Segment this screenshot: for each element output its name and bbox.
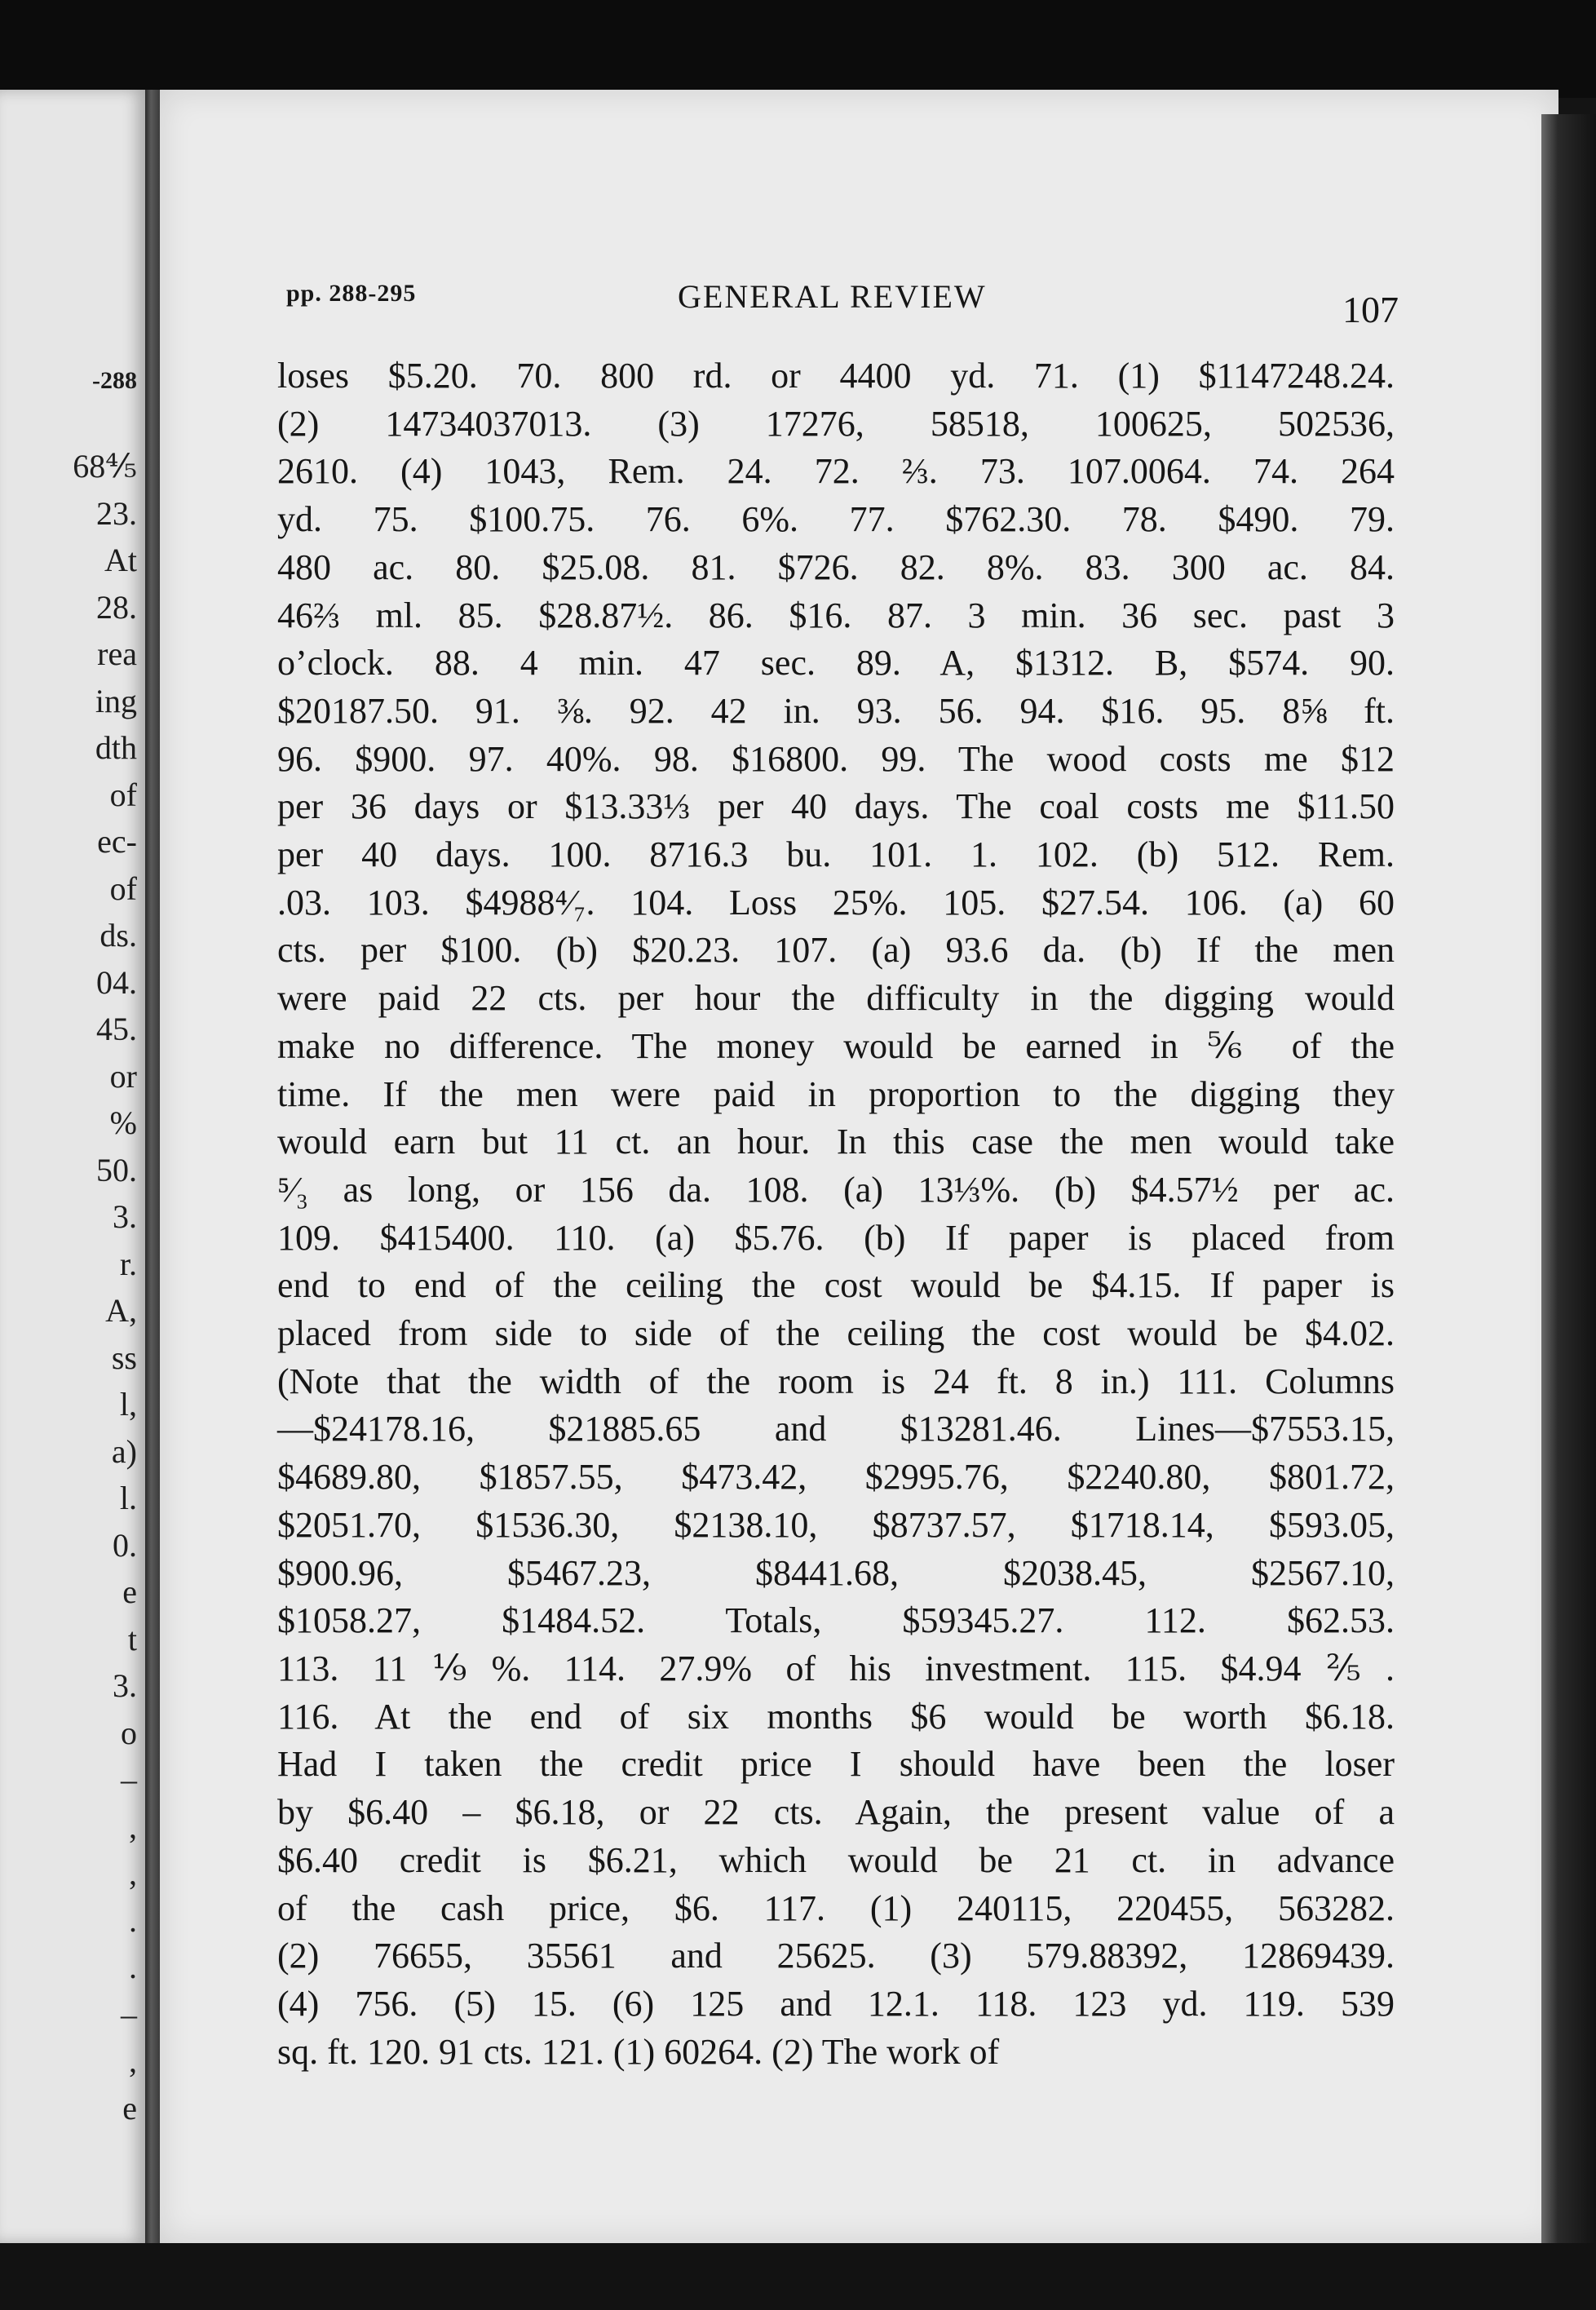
facing-page-edge [0,90,150,2243]
facing-page-fragment: e [122,2089,137,2126]
facing-page-fragment: or [109,1057,137,1095]
text-line: 113. 11⅑%. 114. 27.9% of his investment. 115. $4.94⅖. [277,1648,1395,1688]
text-line: 2610. (4) 1043, Rem. 24. 72. ⅔. 73. 107.0064. 74. 264 [277,451,1395,492]
facing-page-fragment: dth [95,729,137,766]
facing-page-fragment: 0. [113,1526,137,1564]
facing-page-fragment: 3. [113,1198,137,1235]
text-line: .03. 103. $4988⁴⁄₇. 104. Loss 25%. 105. $27.54. 106. (a) 60 [277,882,1395,923]
facing-page-fragment: 50. [96,1151,137,1188]
text-line: o’clock. 88. 4 min. 47 sec. 89. A, $1312. B, $574. 90. [277,643,1395,684]
text-line: sq. ft. 120. 91 cts. 121. (1) 60264. (2) The work of [277,2031,1000,2072]
book-gutter [145,90,160,2243]
text-line: $6.40 credit is $6.21, which would be 21 ct. in advance [277,1839,1395,1880]
text-line: $20187.50. 91. ⅜. 92. 42 in. 93. 56. 94. $16. 95. 8⅝ ft. [277,690,1395,731]
text-line: make no difference. The money would be earned in ⅚ of the [277,1025,1395,1066]
text-line: —$24178.16, $21885.65 and $13281.46. Lines—$7553.15, [277,1409,1395,1449]
facing-page-fragment: % [109,1104,137,1141]
facing-page-fragment: t [127,1620,137,1657]
text-line: were paid 22 cts. per hour the difficulty in the digging would [277,978,1395,1019]
text-line: cts. per $100. (b) $20.23. 107. (a) 93.6 da. (b) If the men [277,930,1395,971]
answer-text-block [277,352,1395,2076]
text-line: $1058.27, $1484.52. Totals, $59345.27. 112. $62.53. [277,1600,1395,1641]
facing-page-fragment: At [104,542,137,578]
facing-page-fragment: A, [105,1292,137,1329]
facing-page-fragment: of [109,870,137,907]
text-line: (Note that the width of the room is 24 ft. 8 in.) 111. Columns [277,1361,1395,1401]
facing-page-fragment: – [121,1995,137,2033]
facing-page-fragment: , [129,1855,137,1892]
text-line: loses $5.20. 70. 800 rd. or 4400 yd. 71. (1) $1147248.24. [277,356,1395,396]
facing-page-fragment: 23. [96,494,137,532]
facing-page-fragment: . [129,1949,137,1985]
facing-page-text-fragments [73,273,137,2131]
text-line: (4) 756. (5) 15. (6) 125 and 12.1. 118. 123 yd. 119. 539 [277,1983,1395,2024]
text-line: end to end of the ceiling the cost would be $4.15. If paper is [277,1265,1395,1306]
text-line: 96. $900. 97. 40%. 98. $16800. 99. The wood costs me $12 [277,738,1395,779]
header-title: GENERAL REVIEW [678,278,987,315]
facing-page-fragment: e [122,1573,137,1610]
scan-bottom-border [0,2243,1596,2310]
facing-page-fragment: – [121,1761,137,1798]
running-header [160,184,1558,330]
facing-page-fragment: 45. [96,1011,137,1047]
facing-page-fragment: ss [111,1339,137,1376]
text-line: ⁵⁄₃ as long, or 156 da. 108. (a) 13⅓%. (b) $4.57½ per ac. [277,1169,1395,1210]
facing-page-fragment: ing [95,682,137,719]
text-line: yd. 75. $100.75. 76. 6%. 77. $762.30. 78. $490. 79. [277,499,1395,540]
scan-top-border [0,0,1596,98]
text-line: (2) 14734037013. (3) 17276, 58518, 100625, 502536, [277,403,1395,444]
text-line: placed from side to side of the ceiling the cost would be $4.02. [277,1313,1395,1354]
facing-page-fragment: 28. [96,588,137,626]
text-line: 46⅔ ml. 85. $28.87½. 86. $16. 87. 3 min. 36 sec. past 3 [277,595,1395,635]
text-line: $4689.80, $1857.55, $473.42, $2995.76, $2240.80, $801.72, [277,1457,1395,1498]
facing-page-fragment: rea [97,635,137,672]
text-line: would earn but 11 ct. an hour. In this case the men would take [277,1122,1395,1162]
facing-page-fragment: a) [111,1432,137,1470]
text-line: $900.96, $5467.23, $8441.68, $2038.45, $2567.10, [277,1552,1395,1593]
facing-page-fragment: 68⅘ [73,448,137,485]
page-number: 107 [1342,289,1399,330]
text-line: by $6.40 – $6.18, or 22 cts. Again, the present value of a [277,1792,1395,1833]
text-line: Had I taken the credit price I should have been the loser [277,1744,1395,1785]
facing-page-fragment: r. [119,1245,137,1282]
facing-page-fragment: l, [119,1386,137,1423]
facing-page-fragment: 3. [113,1667,137,1704]
scan-right-border [1541,114,1596,2310]
text-line: 109. $415400. 110. (a) $5.76. (b) If paper is placed from [277,1217,1395,1258]
text-line: $2051.70, $1536.30, $2138.10, $8737.57, $1718.14, $593.05, [277,1504,1395,1545]
facing-page-fragment: o [121,1714,137,1751]
facing-page-fragment: 04. [96,963,137,1001]
facing-page-fragment: l. [119,1480,137,1516]
facing-page-fragment: of [109,776,137,813]
text-line: time. If the men were paid in proportion to the digging they [277,1073,1395,1114]
text-line: (2) 76655, 35561 and 25625. (3) 579.88392, 12869439. [277,1936,1395,1976]
text-line: 116. At the end of six months $6 would be worth $6.18. [277,1696,1395,1737]
header-page-range: pp. 288-295 [286,280,417,307]
text-line: per 40 days. 100. 8716.3 bu. 101. 1. 102. (b) 512. Rem. [277,834,1395,875]
text-line: of the cash price, $6. 117. (1) 240115, 220455, 563282. [277,1887,1395,1928]
facing-page-fragment: , [129,2042,137,2079]
text-line: 480 ac. 80. $25.08. 81. $726. 82. 8%. 83. 300 ac. 84. [277,547,1395,587]
facing-page-fragment: ds. [99,917,137,954]
facing-page-fragment: . [129,1901,137,1939]
text-line: per 36 days or $13.33⅓ per 40 days. The coal costs me $11.50 [277,786,1395,827]
facing-page-fragment: , [129,1808,137,1845]
facing-page-running-head: -288 [92,367,137,394]
facing-page-fragment: ec- [97,823,137,860]
